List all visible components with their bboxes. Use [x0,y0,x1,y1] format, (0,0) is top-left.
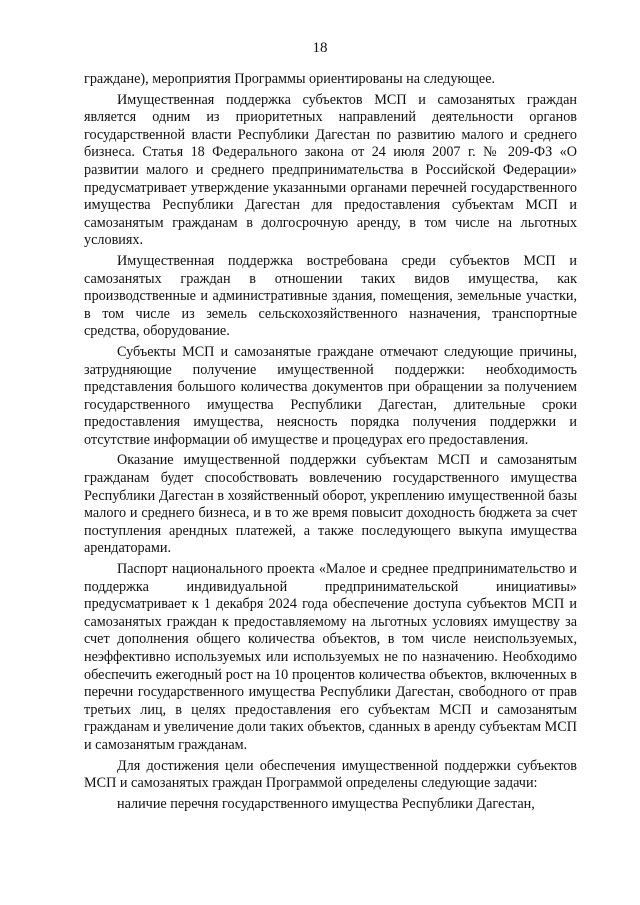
paragraph-continued: граждане), мероприятия Программы ориентированы на следующее. [84,71,496,87]
page-number: 18 [312,40,328,56]
paragraph-national-project: Паспорт национального проекта «Малое и среднее предпринимательство и поддержка индивидуальной предпринимательской инициативы» предусматривает к 1 декабря 2024 года обеспечение доступа субъектов МСП и самозанятых граждан к предоставляемому на льготных условиях имуществу за счет дополнения общего количества объектов, в том числе неиспользуемых, неэффективно используемых или используемых не по назначению. Необходимо обеспечить ежегодный рост на 10 процентов количества объектов, включенных в перечни государственного имущества Республики Дагестан, свободного от прав третьих лиц, в целях предоставления его субъектам МСП и самозанятым гражданам и увеличение доли таких объектов, сданных в аренду субъектам МСП и самозанятым гражданам. [84,561,577,753]
paragraph-program-tasks-intro: Для достижения цели обеспечения имущественной поддержки субъектов МСП и самозанятых граждан Программой определены следующие задачи: [84,757,577,792]
document-body [84,71,577,813]
paragraph-property-demand: Имущественная поддержка востребована среди субъектов МСП и самозанятых граждан в отношении таких видов имущества, как производственные и административные здания, помещения, земельные участки, в том числе из земель сельскохозяйственного назначения, транспортные средства, оборудование. [84,252,577,340]
paragraph-property-support-priority: Имущественная поддержка субъектов МСП и самозанятых граждан является одним из приоритетных направлений деятельности органов государственной власти Республики Дагестан по развитию малого и среднего бизнеса. Статья 18 Федерального закона от 24 июля 2007 г. № 209-ФЗ «О развитии малого и среднего предпринимательства в Российской Федерации» предусматривает утверждение указанными органами перечней государственного имущества Республики Дагестан для предоставления субъектам МСП и самозанятым гражданам в долгосрочную аренду, в том числе на льготных условиях. [84,91,577,249]
paragraph-obstacles: Субъекты МСП и самозанятые граждане отмечают следующие причины, затрудняющие получение имущественной поддержки: необходимость представления большого количества документов при обращении за получением государственного имущества Республики Дагестан, длительные сроки предоставления имущества, неясность порядка получения поддержки и отсутствие информации об имуществе и процедурах его предоставления. [84,343,577,448]
paragraph-task-list-start: наличие перечня государственного имущества Республики Дагестан, [117,795,535,812]
paragraph-support-effects: Оказание имущественной поддержки субъектам МСП и самозанятым гражданам будет способствовать вовлечению государственного имущества Республики Дагестан в хозяйственный оборот, укреплению имущественной базы малого и среднего бизнеса, и в то же время повысит доходность бюджета за счет поступления арендных платежей, а также последующего выкупа имущества арендаторами. [84,452,577,557]
